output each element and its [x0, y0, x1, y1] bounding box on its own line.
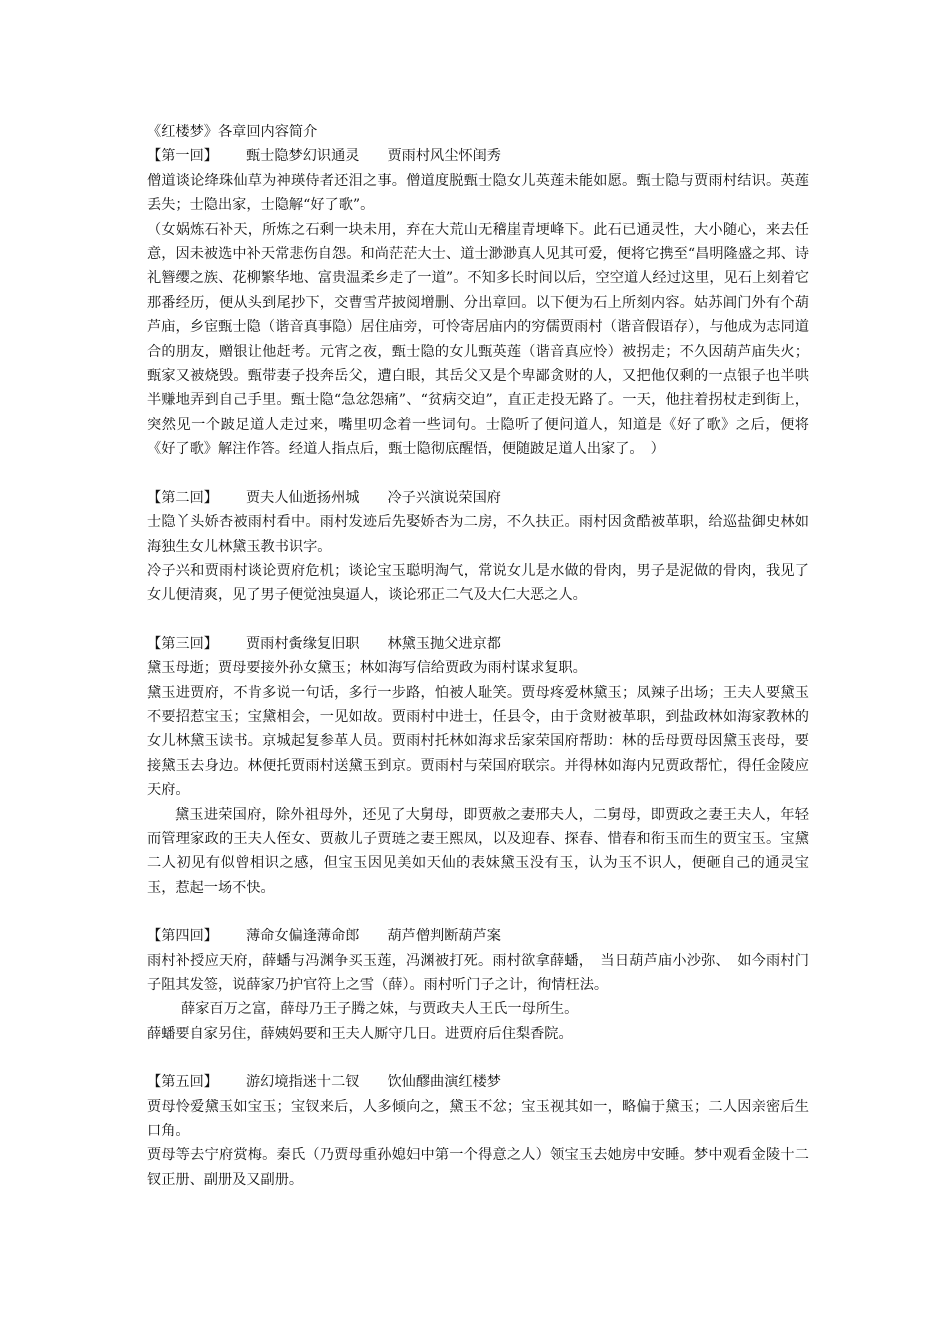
chapter-title-a: 游幻境指迷十二钗 [245, 1074, 360, 1091]
chapter-number: 【第二回】 [147, 489, 218, 506]
paragraph: 僧道谈论绛珠仙草为神瑛侍者还泪之事。僧道度脱甄士隐女儿英莲未能如愿。甄士隐与贾雨村结识。英莲丢失；士隐出家，士隐解“好了歌”。 [147, 172, 809, 214]
chapter-title-b: 冷子兴演说荣国府 [387, 489, 501, 506]
paragraph: 黛玉进贾府，不肯多说一句话，多行一步路，怕被人耻笑。贾母疼爱林黛玉；凤辣子出场；王夫人要黛玉不要招惹宝玉；宝黛相会，一见如故。贾雨村中进士，任县令，由于贪财被革职，到盐政林如海家教林的女儿林黛玉读书。京城起复参革人员。贾雨村托林如海求岳家荣国府帮助：林的岳母贾母因黛玉丧母，要接黛玉去身边。林便托贾雨村送黛玉到京。贾雨村与荣国府联宗。并得林如海内兄贾政帮忙，得任金陵应天府。 [147, 684, 809, 799]
chapter-2 [147, 486, 809, 608]
paragraph: 士隐丫头娇杏被雨村看中。雨村发迹后先娶娇杏为二房，不久扶正。雨村因贪酷被革职，给巡盐御史林如海独生女儿林黛玉教书识字。 [147, 514, 809, 555]
chapter-3 [147, 632, 809, 900]
chapter-heading [147, 144, 809, 168]
chapter-title-b: 贾雨村风尘怀闺秀 [387, 148, 501, 165]
chapter-title-a: 薄命女偏逢薄命郎 [245, 928, 360, 945]
paragraph: 薛蟠要自家另住，薛姨妈要和王夫人厮守几日。进贾府后住梨香院。 [147, 1025, 573, 1042]
chapter-title-b: 林黛玉抛父进京都 [387, 635, 501, 652]
chapter-number: 【第一回】 [147, 148, 218, 165]
chapter-title-b: 葫芦僧判断葫芦案 [387, 928, 501, 945]
chapter-heading [147, 486, 809, 510]
paragraph: 黛玉母逝；贾母要接外孙女黛玉；林如海写信给贾政为雨村谋求复职。 [147, 660, 587, 677]
chapter-number: 【第五回】 [147, 1074, 218, 1091]
document-content [147, 120, 809, 1192]
chapter-heading [147, 632, 809, 656]
chapter-number: 【第三回】 [147, 635, 218, 652]
chapter-5 [147, 1070, 809, 1192]
paragraph: 贾母怜爱黛玉如宝玉；宝钗来后，人多倾向之，黛玉不忿；宝玉视其如一，略偏于黛玉；二人因亲密后生口角。 [147, 1098, 809, 1140]
paragraph: 贾母等去宁府赏梅。秦氏（乃贾母重孙媳妇中第一个得意之人）领宝玉去她房中安睡。梦中观看金陵十二钗正册、副册及又副册。 [147, 1147, 809, 1188]
paragraph: 薛家百万之富，薛母乃王子腾之妹，与贾政夫人王氏一母所生。 [181, 1001, 579, 1018]
chapter-heading [147, 924, 809, 948]
paragraph: 雨村补授应天府，薛蟠与冯渊争买玉莲，冯渊被打死。雨村欲拿薛蟠， 当日葫芦庙小沙弥、 如今雨村门子阻其发签，说薛家乃护官符上之雪（薛）。雨村听门子之计，徇情枉法。 [147, 952, 809, 993]
chapter-title-a: 甄士隐梦幻识通灵 [245, 148, 360, 165]
chapter-4 [147, 924, 809, 1046]
chapter-number: 【第四回】 [147, 928, 218, 945]
paragraph: 冷子兴和贾雨村谈论贾府危机；谈论宝玉聪明淘气，常说女儿是水做的骨肉，男子是泥做的骨肉，我见了女儿便清爽，见了男子便觉浊臭逼人，谈论邪正二气及大仁大恶之人。 [147, 562, 809, 604]
paragraph: 黛玉进荣国府，除外祖母外，还见了大舅母，即贾赦之妻邢夫人，二舅母，即贾政之妻王夫人，年轻而管理家政的王夫人侄女、贾赦儿子贾琏之妻王熙凤，以及迎春、探春、惜春和衔玉而生的贾宝玉。宝黛二人初见有似曾相识之感，但宝玉因见美如天仙的表妹黛玉没有玉，认为玉不识人，便砸自己的通灵宝玉，惹起一场不快。 [147, 806, 809, 896]
chapter-heading [147, 1070, 809, 1094]
chapter-title-a: 贾夫人仙逝扬州城 [245, 489, 360, 506]
chapter-1 [147, 144, 809, 461]
paragraph: （女娲炼石补天，所炼之石剩一块未用，弃在大荒山无稽崖青埂峰下。此石已通灵性，大小随心，来去任意，因未被选中补天常悲伤自怨。和尚茫茫大士、道士渺渺真人见其可爱，便将它携至“昌明隆盛之邦、诗礼簪缨之族、花柳繁华地、富贵温柔乡走了一道”。不知多长时间以后，空空道人经过这里，见石上刻着它那番经历，便从头到尾抄下，交曹雪芹披阅增删、分出章回。以下便为石上所刻内容。姑苏阊门外有个葫芦庙，乡宦甄士隐（谐音真事隐）居住庙旁，可怜寄居庙内的穷儒贾雨村（谐音假语存），与他成为志同道合的朋友，赠银让他赶考。元宵之夜，甄士隐的女儿甄英莲（谐音真应怜）被拐走；不久因葫芦庙失火；甄家又被烧毁。甄带妻子投奔岳父，遭白眼，其岳父又是个卑鄙贪财的人，又把他仅剩的一点银子也半哄半赚地弄到自己手里。甄士隐“急忿怨痛”、“贫病交迫”，直正走投无路了。一天，他拄着拐杖走到街上，突然见一个跛足道人走过来，嘴里叨念着一些词句。士隐听了便问道人，知道是《好了歌》之后，便将《好了歌》解注作答。经道人指点后，甄士隐彻底醒悟，便随跛足道人出家了。 ） [147, 221, 809, 458]
chapter-title-b: 饮仙醪曲演红楼梦 [387, 1074, 501, 1091]
chapter-title-a: 贾雨村夤缘复旧职 [245, 635, 360, 652]
document-title: 《红楼梦》各章回内容简介 [147, 124, 318, 140]
